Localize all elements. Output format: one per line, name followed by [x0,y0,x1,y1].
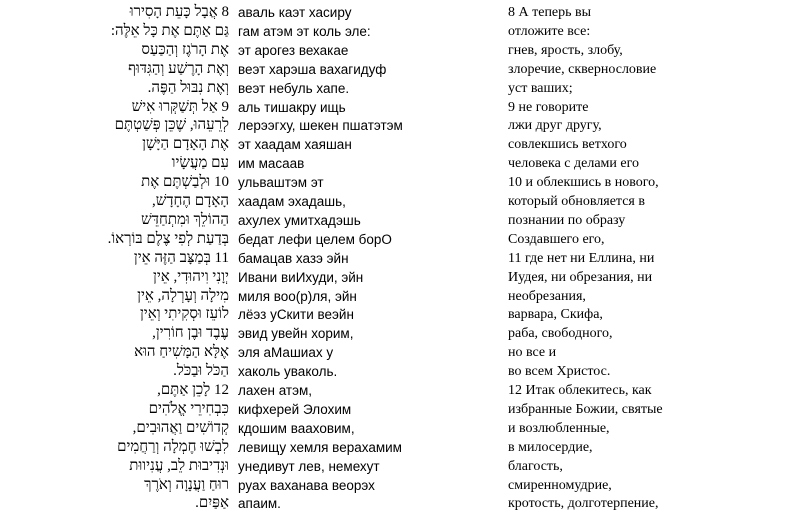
text-row [0,494,800,514]
russian-translation-line: Создавшего его, [508,231,605,247]
transliteration-line: аль тишакру ищь [238,99,346,115]
text-row [0,116,800,136]
russian-translation-line: кротость, долготерпение, [508,496,659,512]
hebrew-line: אֶת הָרֹגֶז וְהַכַּעַס [141,41,229,58]
transliteration-line: лахен атэм, [238,383,313,398]
hebrew-line: אֶת הָאָדָם הַיָּשָׁן [142,136,229,153]
transliteration-line: апаим. [238,496,281,512]
russian-translation-line: который обновляется в [508,194,645,209]
hebrew-line: וּנְדִיבוּת לֵב, עֲנִיווּת [129,457,229,474]
russian-translation-line: избранные Божии, святые [508,401,663,417]
hebrew-line: כִּבְחִירֵי אֱלֹהִים [148,400,229,417]
russian-translation-line: лжи друг другу, [508,118,602,134]
text-row [0,419,800,439]
hebrew-line: רוּחַ וַעֲנָוָה וְאֹרֶךְ [144,476,229,493]
transliteration-line: аваль каэт хасиру [238,5,352,20]
russian-translation-line: варвара, Скифа, [508,307,603,323]
russian-translation-line: но все и [508,345,557,361]
russian-translation-line: Иудея, ни обрезания, ни [508,269,653,285]
russian-translation-line: раба, свободного, [508,326,613,342]
transliteration-line: левищу хемля верахамим [238,439,402,455]
russian-translation-line: 11 где нет ни Еллина, ни [508,250,655,266]
transliteration-line: веэт небуль хапе. [238,80,350,96]
hebrew-line: הַהוֹלֵךְ וּמִתְחַדֵּשׁ [141,211,229,228]
text-row [0,324,800,344]
text-row [0,287,800,307]
russian-translation-line: отложите все: [508,23,591,39]
text-row [0,305,800,325]
text-row [0,3,800,23]
transliteration-line: руах ваханава веорэх [238,477,375,493]
russian-translation-line: человека с делами его [508,156,639,172]
russian-translation-line: гнев, ярость, злобу, [508,42,623,58]
text-row [0,249,800,269]
hebrew-line: 9 אַל תְּשַׁקְּרוּ אִישׁ [131,98,229,115]
transliteration-line: хаколь уваколь. [238,364,338,380]
hebrew-line: לְרֵעֵהוּ, שֶׁכֵּן פְּשַׁטְתֶּם [114,117,229,134]
transliteration-line: Ивани виИхуди, эйн [238,269,364,285]
transliteration-line: им масаав [238,156,305,172]
transliteration-line: унедивут лев, немехут [238,458,380,474]
text-row [0,98,800,118]
transliteration-line: миля воо(р)ля, эйн [238,288,357,304]
russian-translation-line: и возлюбленные, [508,420,610,436]
text-row [0,381,800,401]
text-row [0,438,800,458]
hebrew-line: 12 לָכֵן אַתֶּם, [157,382,229,398]
text-row [0,400,800,420]
russian-translation-line: злоречие, сквернословие [508,61,657,77]
hebrew-line: וְאֶת הָרֶשַׁע וְהַגִּדּוּף [128,60,229,77]
hebrew-line: מִילָה וְעָרְלָה, אֵין [137,287,229,304]
hebrew-line: קְדוֹשִׁים וַאֲהוּבִים, [132,419,229,436]
text-row [0,457,800,477]
hebrew-line: 11 בְּמַצָּב הַזֶּה אֵין [133,249,229,266]
hebrew-line: 10 וּלְבַשְׁתֶּם אֶת [141,174,229,191]
hebrew-line: יְוָנִי וִיהוּדִי, אֵין [153,268,229,285]
text-row [0,79,800,99]
russian-translation-line: благость, [508,458,563,474]
hebrew-line: עֶבֶד וּבֶן חוֹרִין, [152,325,229,342]
transliteration-line: гам атэм эт коль эле: [238,23,371,39]
text-row [0,362,800,382]
russian-translation-line: во всем Христос. [508,364,611,380]
transliteration-line: лёэз уСкити веэйн [238,307,354,323]
text-row [0,192,800,212]
russian-translation-line: необрезания, [508,288,586,304]
hebrew-line: בְּדַעַת לְפִי צֶלֶם בּוֹרְאוֹ. [107,230,229,247]
transliteration-line: эт арогез вехакае [238,42,349,58]
text-row [0,60,800,80]
russian-translation-line: уст ваших; [508,80,573,96]
transliteration-line: ахулех умитхадэшь [238,212,361,228]
hebrew-line: הַכֹּל וּבַכֹּל. [173,363,229,380]
hebrew-line: 8 אֲבָל כָּעֵת הָסִירוּ [129,4,229,20]
hebrew-line: אַפַּיִם. [195,495,229,512]
text-row [0,22,800,42]
transliteration-line: кифхерей Элохим [238,401,352,417]
russian-translation-line: смиренномудрие, [508,477,612,493]
text-row [0,268,800,288]
text-row [0,135,800,155]
text-row [0,343,800,363]
russian-translation-line: 12 Итак облекитесь, как [508,383,652,398]
transliteration-line: бамацав хазэ эйн [238,250,349,266]
hebrew-line: לוֹעֵז וּסְקִיתִי וְאֵין [139,306,229,323]
russian-translation-line: 9 не говорите [508,99,589,115]
text-row [0,154,800,174]
transliteration-line: ульваштэм эт [238,175,324,191]
text-row [0,41,800,61]
transliteration-line: эля аМашиах у [238,345,334,361]
transliteration-line: бедат лефи целем борО [238,231,392,247]
russian-translation-line: 8 А теперь вы [508,5,592,20]
hebrew-line: הָאָדָם הֶחָדָשׁ, [151,193,229,209]
text-row [0,173,800,193]
hebrew-line: אֶלָּא הַמָּשִׁיחַ הוּא [134,344,229,361]
russian-translation-line: совлекшись ветхого [508,137,627,153]
hebrew-line: גַּם אַתֶּם אֶת כָּל אֵלֶּה: [110,22,229,39]
text-row [0,230,800,250]
transliteration-line: хаадам эхадашь, [238,194,346,209]
transliteration-line: эвид увейн хорим, [238,326,354,342]
transliteration-line: эт хаадам хаяшан [238,137,352,153]
text-row [0,211,800,231]
russian-translation-line: в милосердие, [508,439,593,455]
transliteration-line: веэт харэша вахагидуф [238,61,387,77]
russian-translation-line: познании по образу [508,212,626,228]
transliteration-line: лерээгху, шекен пшатэтэм [238,118,403,134]
hebrew-line: וְאֶת נִבּוּל הַפֶּה. [147,79,229,96]
russian-translation-line: 10 и облекшись в нового, [508,175,659,191]
transliteration-line: кдошим вааховим, [238,420,355,436]
hebrew-line: לִבְשׁוּ חֶמְלָה וְרַחֲמִים [117,438,229,455]
text-row [0,476,800,496]
hebrew-line: עִם מַעֲשָׂיו [171,155,229,172]
